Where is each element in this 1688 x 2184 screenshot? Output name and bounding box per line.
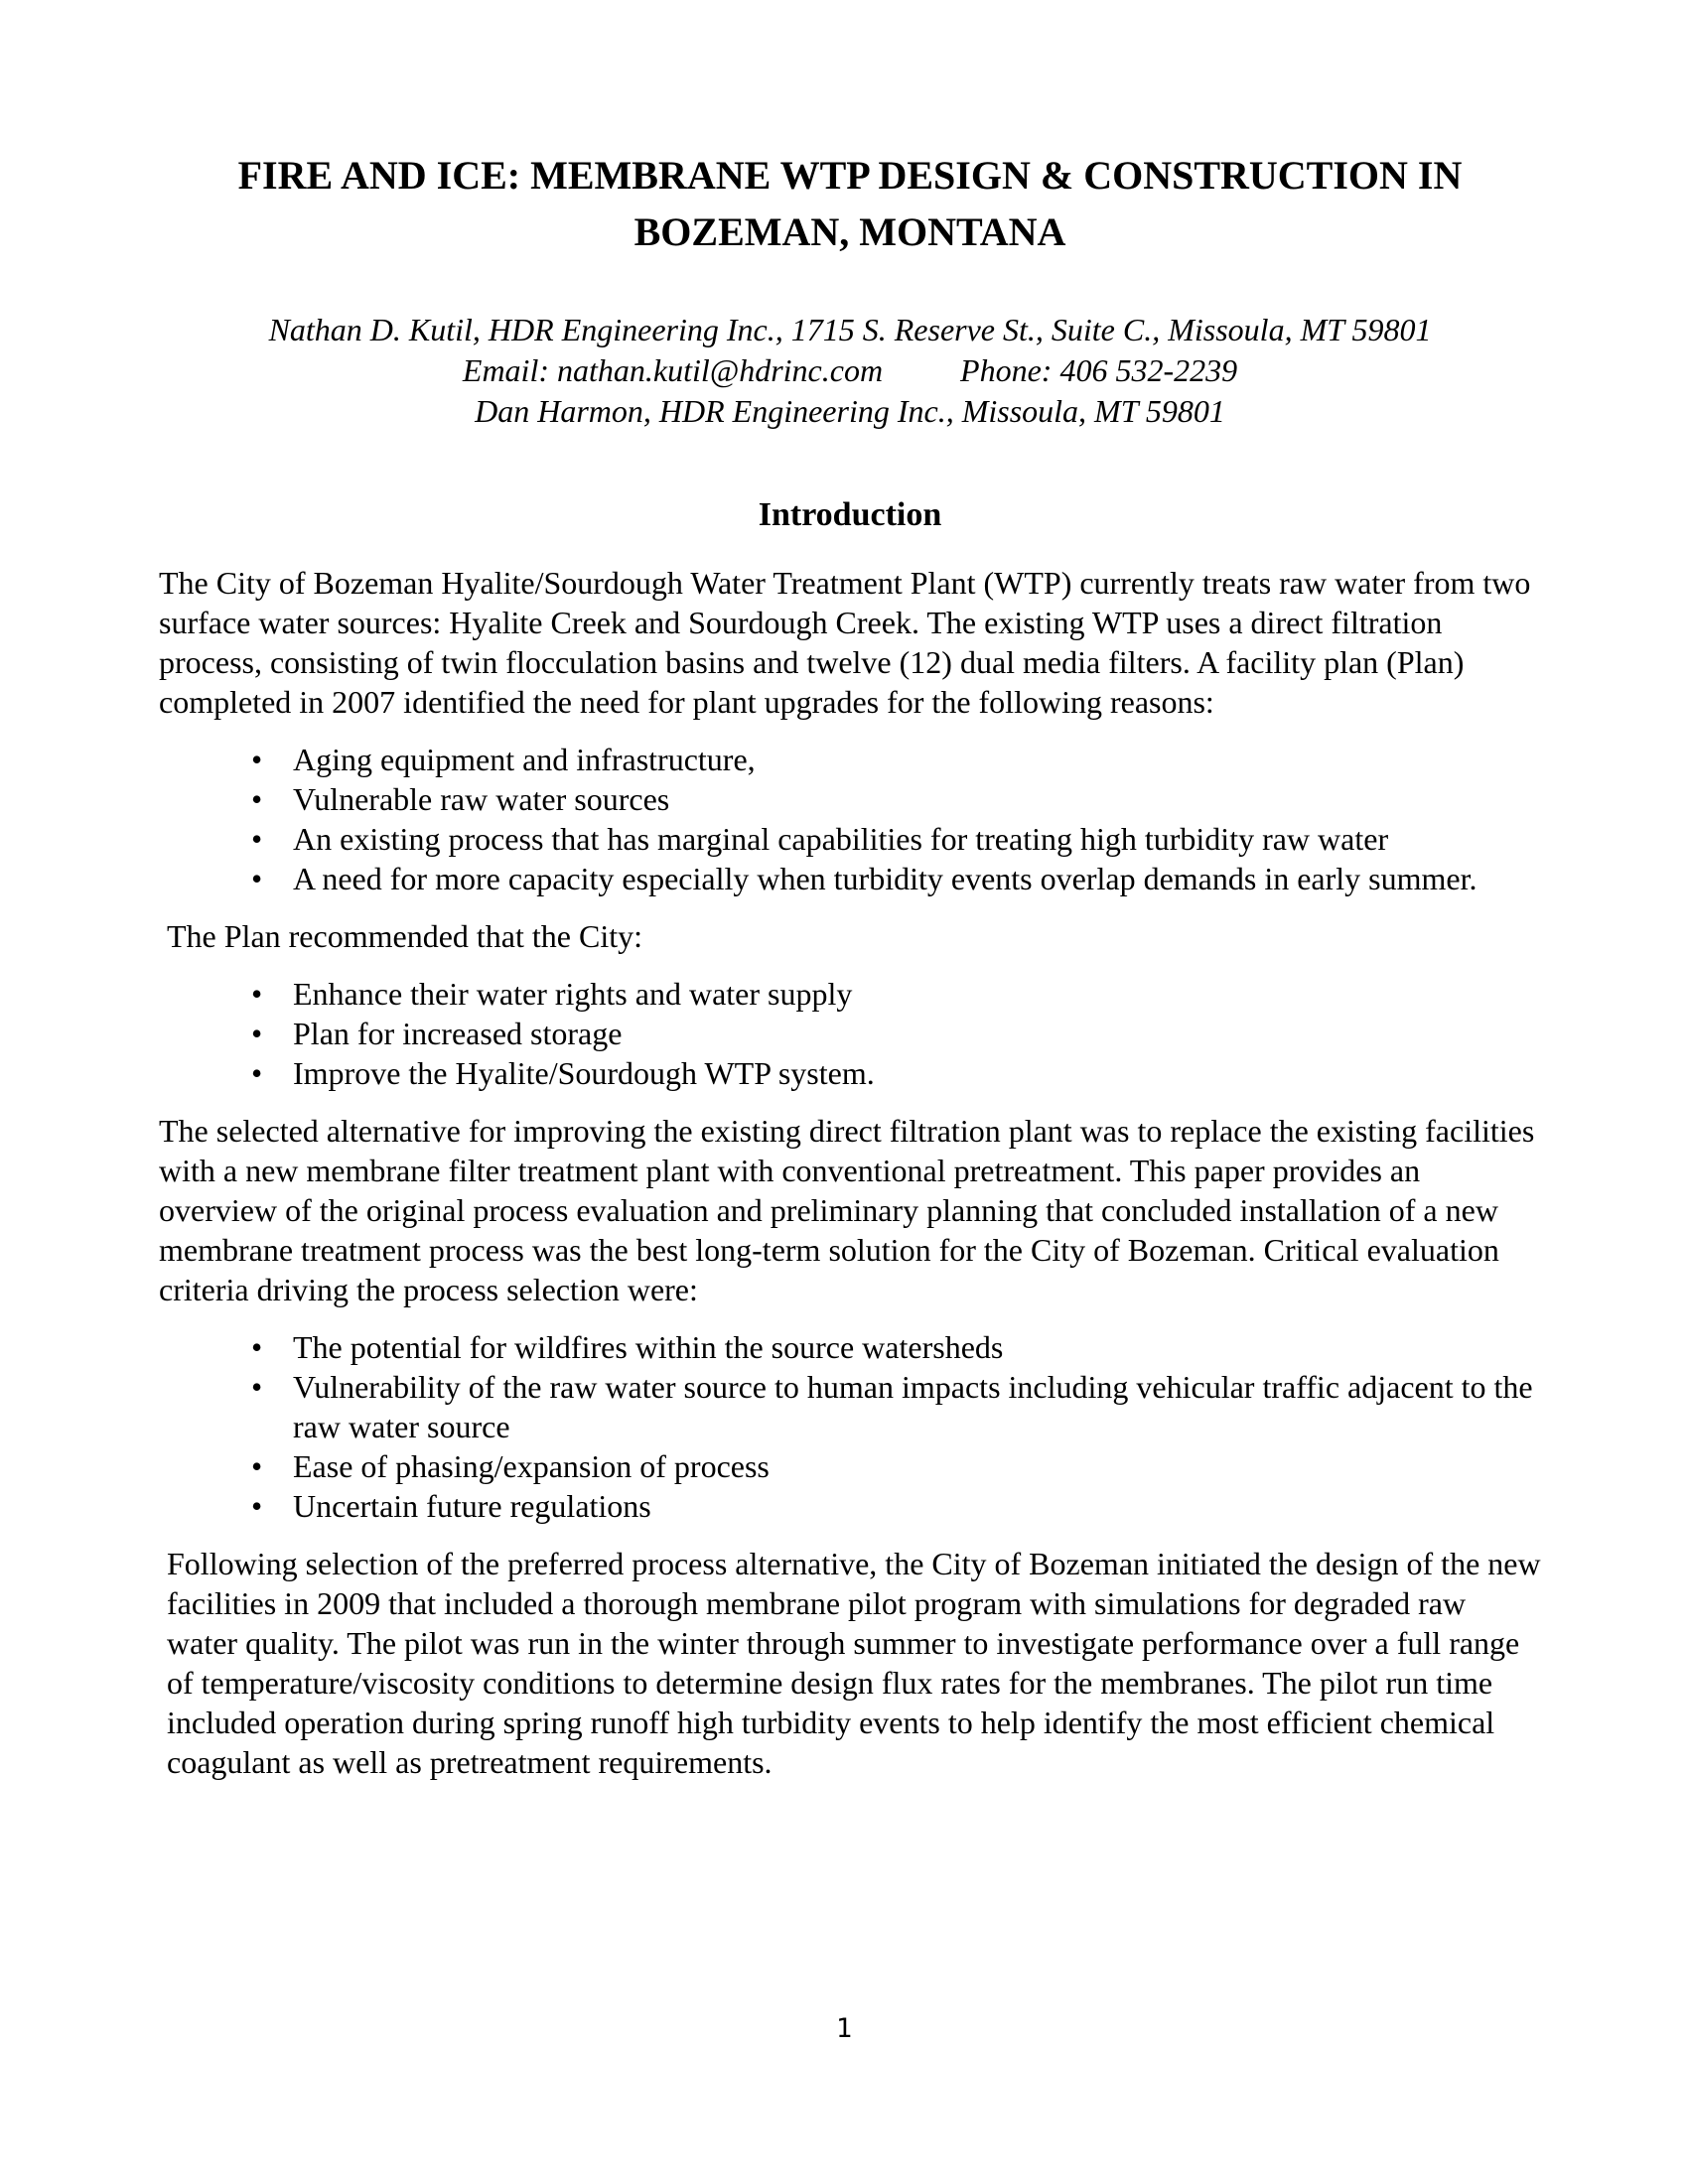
list-item: • Vulnerable raw water sources — [293, 779, 1541, 819]
list-item: • An existing process that has marginal capabilities for treating high turbidity raw water — [293, 819, 1541, 859]
list-item: • Improve the Hyalite/Sourdough WTP system. — [293, 1053, 1541, 1093]
author-block — [159, 310, 1541, 432]
plan-recommendations-list — [159, 974, 1541, 1093]
section-heading-introduction: Introduction — [758, 496, 942, 533]
paper-title-line-1: FIRE AND ICE: MEMBRANE WTP DESIGN & CONSTRUCTION IN — [237, 153, 1463, 198]
author-line-1: Nathan D. Kutil, HDR Engineering Inc., 1715 S. Reserve St., Suite C., Missoula, MT 59801 — [268, 312, 1432, 347]
list-item: • A need for more capacity especially when turbidity events overlap demands in early summer. — [293, 859, 1541, 898]
list-item: • The potential for wildfires within the source watersheds — [293, 1327, 1541, 1367]
intro-paragraph-1: The City of Bozeman Hyalite/Sourdough Water Treatment Plant (WTP) currently treats raw water from two surface water sources: Hyalite Creek and Sourdough Creek. The existing WTP uses a direct filtration process, consisting of twin flocculation basins and twelve (12) dual media filters. A facility plan (Plan) completed in 2007 identified the need for plant upgrades for the following reasons: — [159, 565, 1531, 720]
upgrade-reasons-list — [159, 740, 1541, 898]
list-item: • Vulnerability of the raw water source to human impacts including vehicular traffic adjacent to the raw water source — [293, 1367, 1541, 1446]
intro-paragraph-3: Following selection of the preferred process alternative, the City of Bozeman initiated the design of the new facilities in 2009 that included a thorough membrane pilot program with simulations for degraded raw water quality. The pilot was run in the winter through summer to investigate performance over a full range of temperature/viscosity conditions to determine design flux rates for the membranes. The pilot run time included operation during spring runoff high turbidity events to help identify the most efficient chemical coagulant as well as pretreatment requirements. — [167, 1546, 1541, 1780]
evaluation-criteria-list — [159, 1327, 1541, 1526]
list-item: • Uncertain future regulations — [293, 1486, 1541, 1526]
plan-recommendation-lead: The Plan recommended that the City: — [167, 918, 642, 954]
list-item: • Aging equipment and infrastructure, — [293, 740, 1541, 779]
paper-title-line-2: BOZEMAN, MONTANA — [633, 209, 1066, 254]
page-number: 1 — [835, 2013, 853, 2044]
paper-title — [159, 147, 1541, 260]
page-content — [159, 147, 1541, 1800]
author-contact-line — [159, 350, 1541, 391]
intro-paragraph-2: The selected alternative for improving the existing direct filtration plant was to replace the existing facilities with a new membrane filter treatment plant with conventional pretreatment. This paper provides an overview of the original process evaluation and preliminary planning that concluded installation of a new membrane treatment process was the best long-term solution for the City of Bozeman. Critical evaluation criteria driving the process selection were: — [159, 1113, 1535, 1307]
author-email: Email: nathan.kutil@hdrinc.com — [462, 352, 884, 388]
list-item: • Enhance their water rights and water supply — [293, 974, 1541, 1014]
author-line-2: Dan Harmon, HDR Engineering Inc., Missoula, MT 59801 — [475, 393, 1225, 429]
author-phone: Phone: 406 532-2239 — [960, 352, 1238, 388]
list-item: • Ease of phasing/expansion of process — [293, 1446, 1541, 1486]
list-item: • Plan for increased storage — [293, 1014, 1541, 1053]
